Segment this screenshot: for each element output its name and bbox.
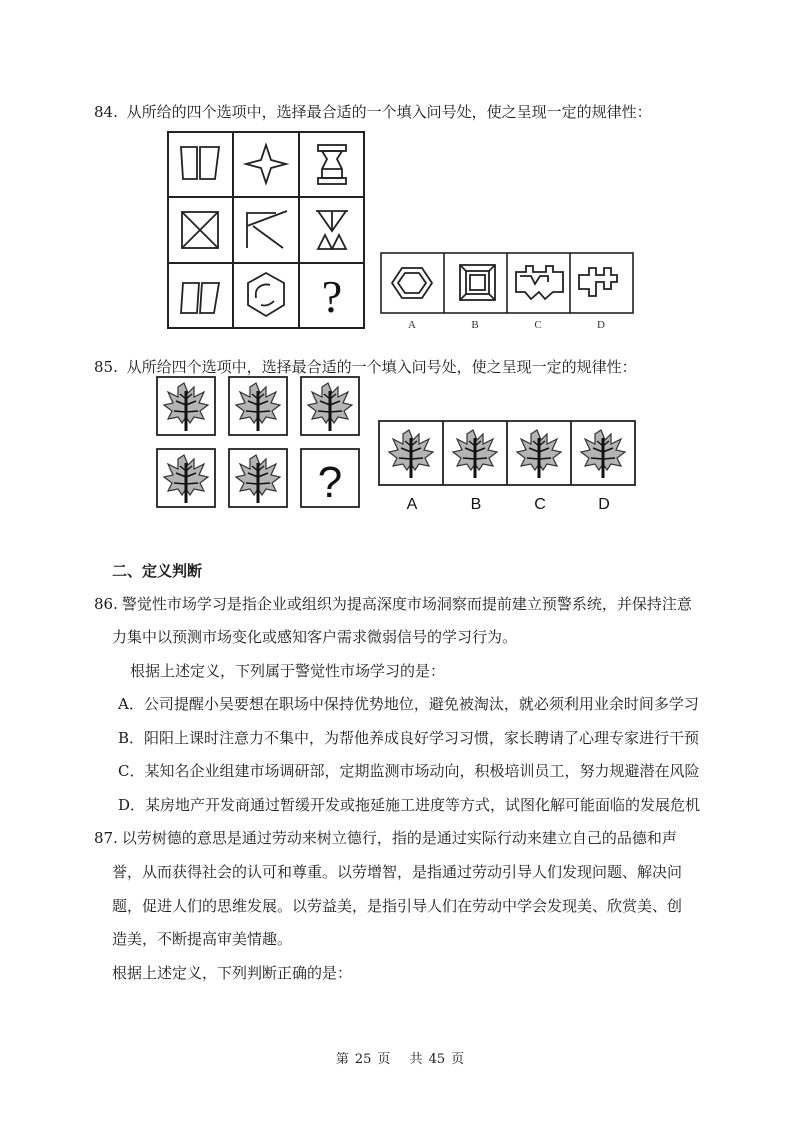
q86-text-2: 力集中以预测市场变化或感知客户需求微弱信号的学习行为。 [112, 628, 518, 646]
q84-option-c-figure [516, 266, 563, 299]
q84-cell-5-figure [247, 211, 287, 248]
q84-question [94, 101, 652, 122]
q86-prompt: 根据上述定义，下列属于警觉性市场学习的是： [130, 662, 446, 680]
footer-label-page: 第 [335, 1052, 349, 1067]
q84-cell-3-figure [318, 145, 346, 184]
footer-page-number: 25 [354, 1052, 372, 1067]
section-title: 二、定义判断 [112, 562, 203, 580]
q86-option-b: B．阳阳上课时注意力不集中，为帮他养成良好学习习惯，家长聘请了心理专家进行干预 [118, 729, 700, 747]
page-footer [0, 1048, 800, 1067]
q84-question-mark: ? [321, 271, 343, 322]
q85-option-label-d: D [598, 496, 610, 513]
q86-option-d: D．某房地产开发商通过暂缓开发或拖延施工进度等方式，试图化解可能面临的发展危机 [118, 796, 701, 814]
q85-option-a-leaf-icon [389, 430, 433, 478]
q84-option-label-d: D [597, 319, 605, 331]
q84-text: 从所给的四个选项中，选择最合适的一个填入问号处，使之呈现一定的规律性： [126, 103, 652, 121]
q84-cell-8-figure [248, 273, 284, 316]
q85-option-b-leaf-icon [453, 430, 497, 478]
q84-cell-7-figure [181, 283, 219, 313]
footer-label-total: 共 [409, 1052, 423, 1067]
q85-option-label-b: B [470, 496, 482, 513]
q87-number: 87. [94, 829, 118, 847]
q84-option-d-figure [579, 268, 617, 296]
q87-text-2: 誉，从而获得社会的认可和尊重。以劳增智，是指通过劳动引导人们发现问题、解决问 [112, 863, 683, 881]
q86-text-1: 警觉性市场学习是指企业或组织为提高深度市场洞察而提前建立预警系统，并保持注意 [121, 595, 692, 613]
q85-question-mark: ? [317, 458, 343, 507]
q85-question [94, 356, 637, 377]
q84-option-b-figure [460, 265, 495, 300]
q84-number: 84. [94, 103, 118, 121]
q84-cell-6-figure [316, 211, 348, 249]
q85-cell-2-leaf-icon [236, 383, 280, 431]
footer-total-pages: 45 [428, 1052, 446, 1067]
q87-text-1: 以劳树德的意思是通过劳动来树立德行，指的是通过实际行动来建立自己的品德和声 [121, 829, 677, 847]
q84-option-label-a: A [408, 319, 416, 331]
footer-label-total-unit: 页 [451, 1052, 465, 1067]
q85-option-d-leaf-icon [581, 430, 625, 478]
q86-number: 86. [94, 595, 118, 613]
q87-prompt: 根据上述定义，下列判断正确的是： [112, 964, 353, 982]
q84-cell-1-figure [181, 147, 219, 179]
q85-option-c-leaf-icon [517, 430, 561, 478]
q85-number: 85. [94, 358, 118, 376]
q84-option-a-figure [392, 268, 432, 298]
q86-option-a: A．公司提醒小吴要想在职场中保持优势地位，避免被淘汰，就必须利用业余时间多学习 [118, 695, 699, 713]
q86-option-c: C．某知名企业组建市场调研部，定期监测市场动向，积极培训员工，努力规避潜在风险 [118, 762, 700, 780]
q87-text-4: 造美，不断提高审美情趣。 [112, 930, 293, 948]
q85-option-label-c: C [534, 496, 546, 513]
q85-options [378, 420, 638, 516]
q87-line-1 [94, 828, 677, 848]
q85-text: 从所给四个选项中，选择最合适的一个填入问号处，使之呈现一定的规律性： [126, 358, 637, 376]
q85-figure-grid [156, 376, 360, 510]
q84-option-label-b: B [471, 319, 479, 331]
q84-cell-4-figure [182, 212, 218, 248]
q85-cell-3-leaf-icon [308, 383, 352, 431]
q85-cell-4-leaf-icon [164, 455, 208, 503]
footer-label-page-unit: 页 [377, 1052, 391, 1067]
q85-option-label-a: A [406, 496, 418, 513]
q84-figure-grid [167, 131, 365, 329]
q85-cell-5-leaf-icon [236, 455, 280, 503]
q87-text-3: 题，促进人们的思维发展。以劳益美，是指引导人们在劳动中学会发现美、欣赏美、创 [112, 897, 683, 915]
q84-cell-2-figure [246, 145, 286, 183]
q84-options [380, 252, 636, 334]
q86-line-1 [94, 594, 692, 614]
q84-option-label-c: C [534, 319, 542, 331]
q85-cell-1-leaf-icon [164, 383, 208, 431]
